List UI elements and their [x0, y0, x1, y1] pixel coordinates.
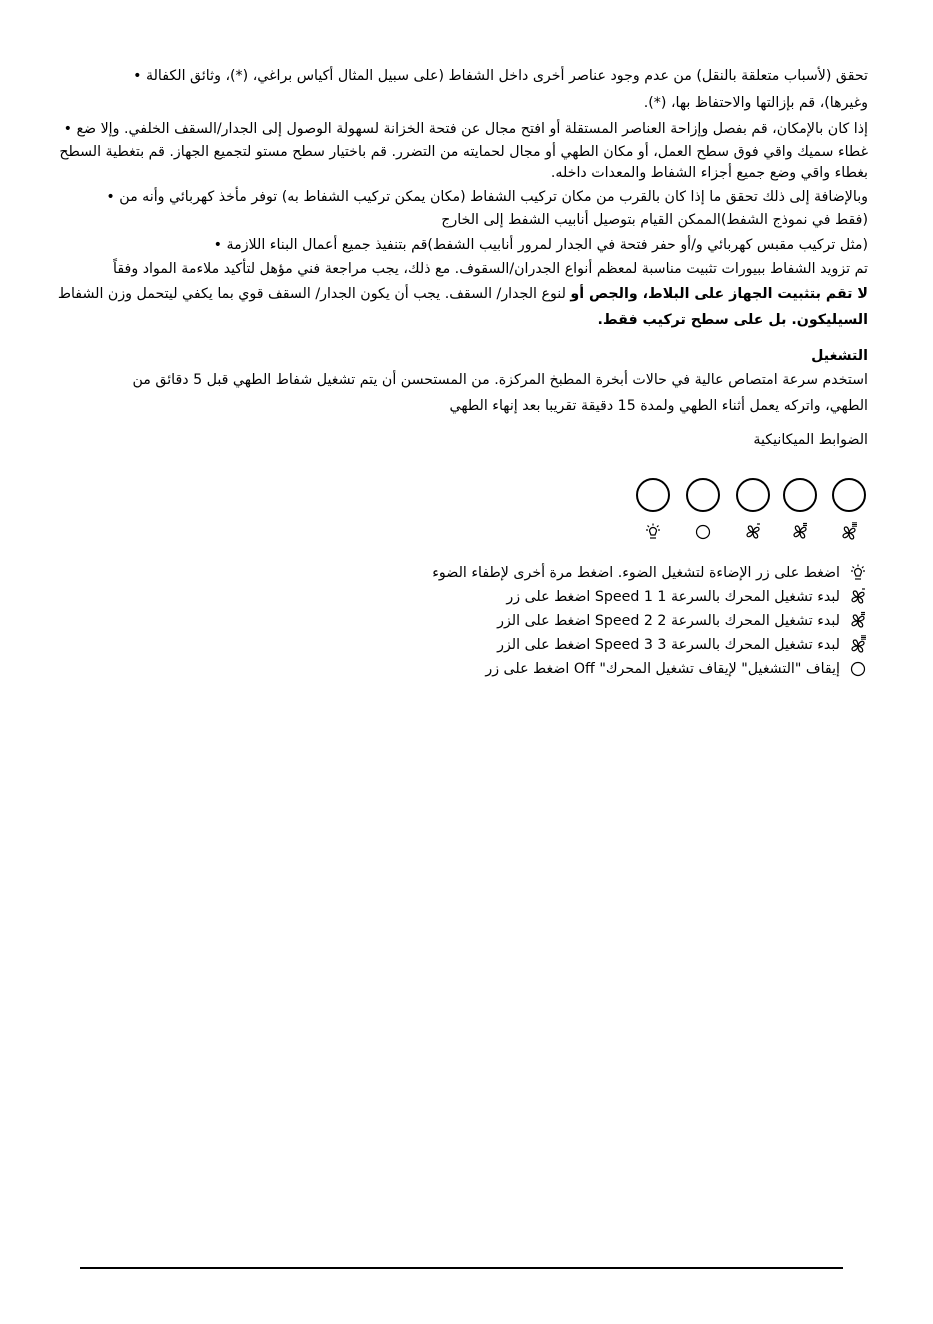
operation-heading: التشغيل	[811, 348, 868, 364]
body-line: إذا كان بالإمكان، قم بفصل وإزاحة العناصر المستقلة أو افتح مجال عن فتحة الخزانة لسهولة الوصول إلى الجدار/السقف الخلفي. وإلا ضع •	[63, 121, 868, 137]
control-panel-diagram	[633, 478, 873, 538]
body-line: تحقق (لأسباب متعلقة بالنقل) من عدم وجود عناصر أخرى داخل الشفاط (على سبيل المثال أكياس براغي، (*)، وثائق الكفالة •	[133, 68, 868, 84]
footer-divider	[80, 1267, 843, 1269]
control-row-off	[485, 658, 868, 680]
light-icon	[643, 522, 663, 542]
body-line: غطاء سميك واقي فوق سطح العمل، أو مكان الطهي أو مجال لحمايته من التضرر. قم باختيار سطح مستو لتجميع الجهاز. قم بتغطية السطح	[59, 144, 868, 160]
body-line: (فقط في نموذج الشفط)الممكن القيام بتوصيل أنابيب الشفط إلى الخارج	[441, 212, 868, 228]
control-row-light	[432, 562, 868, 584]
control-row-text: لبدء تشغيل المحرك بالسرعة 2 Speed 2 اضغط على الزر	[497, 613, 840, 629]
body-line: وبالإضافة إلى ذلك تحقق ما إذا كان بالقرب من مكان تركيب الشفاط (مكان يمكن تركيب الشفاط به) توفر مأخذ كهربائي وأنه من •	[106, 189, 868, 205]
body-line: وغيرها)، قم بإزالتها والاحتفاظ بها، (*).	[643, 95, 868, 111]
controls-heading: الضوابط الميكانيكية	[753, 432, 868, 448]
fan-speed-2-icon	[790, 522, 810, 542]
fan-speed-1-icon	[848, 587, 868, 607]
speed-3-button-circle	[832, 478, 866, 512]
speed-1-button-circle	[736, 478, 770, 512]
off-button-circle	[686, 478, 720, 512]
light-icon	[848, 563, 868, 583]
body-text: لنوع الجدار/ السقف. يجب أن يكون الجدار/ السقف قوي بما يكفي ليتحمل وزن الشفاط	[57, 286, 566, 302]
operation-line: استخدم سرعة امتصاص عالية في حالات أبخرة المطبخ المركزة. من المستحسن أن يتم تشغيل شفاط الطهي قبل 5 دقائق من	[132, 372, 868, 388]
control-row-speed-1	[506, 586, 868, 608]
control-row-speed-3	[497, 634, 868, 656]
operation-line: الطهي، واتركه يعمل أثناء الطهي ولمدة 15 دقيقة تقريبا بعد إنهاء الطهي	[449, 398, 868, 414]
fan-speed-2-icon	[848, 611, 868, 631]
power-off-icon	[693, 522, 713, 542]
warning-text: لا تقم بتثبيت الجهاز على البلاط، والجص أو	[570, 286, 868, 302]
warning-line: السيليكون. بل على سطح تركيب فقط.	[597, 312, 868, 328]
light-button-circle	[636, 478, 670, 512]
body-line: بغطاء واقي وضع جميع أجزاء الشفاط والمعدات داخله.	[550, 165, 868, 181]
power-off-icon	[848, 659, 868, 679]
body-line	[58, 284, 868, 304]
fan-speed-1-icon	[743, 522, 763, 542]
control-row-text: إيقاف "التشغيل" لإيقاف تشغيل المحرك" Off اضغط على زر	[485, 661, 840, 677]
fan-speed-3-icon	[839, 522, 859, 542]
control-row-speed-2	[497, 610, 868, 632]
control-row-text: لبدء تشغيل المحرك بالسرعة 3 Speed 3 اضغط على الزر	[497, 637, 840, 653]
speed-2-button-circle	[783, 478, 817, 512]
control-row-text: اضغط على زر الإضاءة لتشغيل الضوء. اضغط مرة أخرى لإطفاء الضوء	[432, 565, 840, 581]
fan-speed-3-icon	[848, 635, 868, 655]
body-line: تم تزويد الشفاط ببيورات تثبيت مناسبة لمعظم أنواع الجدران/السقوف. مع ذلك، يجب مراجعة فني مؤهل لتأكيد ملاءمة المواد وفقاً	[113, 261, 868, 277]
control-row-text: لبدء تشغيل المحرك بالسرعة 1 Speed 1 اضغط على زر	[506, 589, 840, 605]
body-line: (مثل تركيب مقبس كهربائي و/أو حفر فتحة في الجدار لمرور أنابيب الشفط)قم بتنفيذ جميع أعمال البناء اللازمة •	[213, 237, 868, 253]
